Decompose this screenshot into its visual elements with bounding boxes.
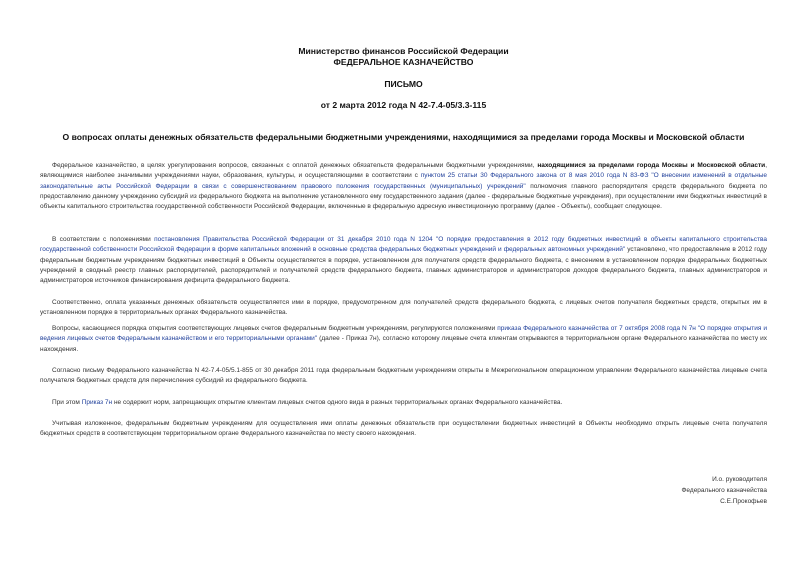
resolution-1204-link[interactable]: постановления Правительства Российской Федерации от 31 декабря 2010 года N 1204 "О порядке предоставления в 2012 году бюджетных инвестиций в объекты капитального строительства государственной собственности Российской Федерации в форме капитальных вложений в основные средства федеральных бюджетных учреждений и федеральных автономных учреждений": [40, 236, 767, 254]
p4-text-2: (далее - Приказ 7н), согласно которому лицевые счета клиентам открываются в территориальном органе Федерального казначейства по месту их нахождения.: [40, 335, 767, 353]
p1-text-2: , являющимися наиболее значимыми учреждениями науки, образования, культуры, и осуществляющими в соответствии с: [40, 162, 767, 180]
p3-text-1: Соответственно, оплата указанных денежных обязательств осуществляется ими в порядке, предусмотренном для получателей средств федерального бюджета, с лицевых счетов получателя бюджетных средств, открытых им в установленном порядке в территориальных органах Федерального казначейства.: [40, 299, 767, 317]
signature-organization: Федерального казначейства: [681, 487, 767, 494]
document-type: ПИСЬМО: [384, 79, 423, 89]
p1-bold-text: находящимися за пределами города Москвы и Московской области: [537, 162, 766, 169]
document-date-number: от 2 марта 2012 года N 42-7.4-05/3.3-115: [320, 100, 487, 110]
paragraph-6: [40, 398, 767, 408]
paragraph-4: [40, 324, 767, 355]
p2-text-2: установлено, что предоставление в 2012 году федеральным бюджетным учреждениям бюджетных инвестиций в Объекты осуществляется в порядке, установленном для получателя средств федерального бюджета, с внесением в установленном порядке федеральных бюджетных учреждений в сводный реестр главных распорядителей, распорядителей и получателей средств федерального бюджета, главных администраторов и администраторов доходов федерального бюджета, главных администраторов и администраторов источников финансирования дефицита федерального бюджета.: [40, 246, 767, 285]
paragraph-1: [40, 161, 767, 212]
law-83fz-link[interactable]: пунктом 25 статьи 30 Федерального закона от 8 мая 2010 года N 83-ФЗ "О внесении изменений в отдельные законодательные акты Российской Федерации в связи с совершенствованием правового положения государственных (муниципальных) учреждений": [40, 172, 767, 190]
p6-text-1: При этом: [52, 399, 82, 406]
signature-position: И.о. руководителя: [712, 476, 767, 483]
p5-text-1: Согласно письму Федерального казначейства N 42-7.4-05/5.1-855 от 30 декабря 2011 года федеральным бюджетным учреждениям открыты в Межрегиональном операционном управлении Федерального казначейства лицевые счета получателя бюджетных средств для перечисления субсидий из федерального бюджета.: [40, 367, 767, 385]
paragraph-3: [40, 298, 767, 319]
p2-text-1: В соответствии с положениями: [52, 236, 155, 243]
p1-text-3: полномочия главного распорядителя средств федерального бюджета по предоставлению данному учреждению субсидий из федерального бюджета на выполнение установленного ему государственного задания (далее - федеральные бюджетные учреждения), при осуществлении ими бюджетных инвестиций в объекты капитального строительства государственной собственности Российской Федерации, включенные в федеральную адресную инвестиционную программу (далее - Объекты), сообщает следующее.: [40, 182, 767, 211]
p6-text-2: не содержит норм, запрещающих открытие клиентам лицевых счетов одного вида в разных территориальных органах Федерального казначейства.: [112, 399, 563, 406]
paragraph-7: [40, 419, 767, 440]
order-7n-link[interactable]: приказа Федерального казначейства от 7 октября 2008 года N 7н "О порядке открытия и ведения лицевых счетов Федеральным казначейством и его территориальными органами": [40, 325, 768, 343]
letter-title: О вопросах оплаты денежных обязательств федеральными бюджетными учреждениями, находящимися за пределами города Москвы и Московской области: [62, 132, 745, 142]
p7-text-1: Учитывая изложенное, федеральным бюджетным учреждениям для осуществления ими оплаты денежных обязательств при осуществлении бюджетных инвестиций в Объекты необходимо открыть лицевые счета получателя бюджетных средств в соответствующем территориальном органе Федерального казначейства по месту своего нахождения.: [40, 420, 767, 438]
p1-text-1: Федеральное казначейство, в целях урегулирования вопросов, связанных с оплатой денежных обязательств федеральными бюджетными учреждениями,: [52, 162, 538, 169]
treasury-name: ФЕДЕРАЛЬНОЕ КАЗНАЧЕЙСТВО: [333, 57, 474, 67]
paragraph-2: [40, 235, 767, 286]
signature-name: С.Е.Прокофьев: [720, 498, 767, 505]
ministry-name: Министерство финансов Российской Федерации: [298, 46, 509, 56]
order-7n-short-link[interactable]: Приказ 7н: [81, 399, 113, 406]
paragraph-5: [40, 366, 767, 387]
p4-text-1: Вопросы, касающиеся порядка открытия соответствующих лицевых счетов федеральным бюджетным учреждениям, регулируются положениями: [52, 325, 498, 332]
